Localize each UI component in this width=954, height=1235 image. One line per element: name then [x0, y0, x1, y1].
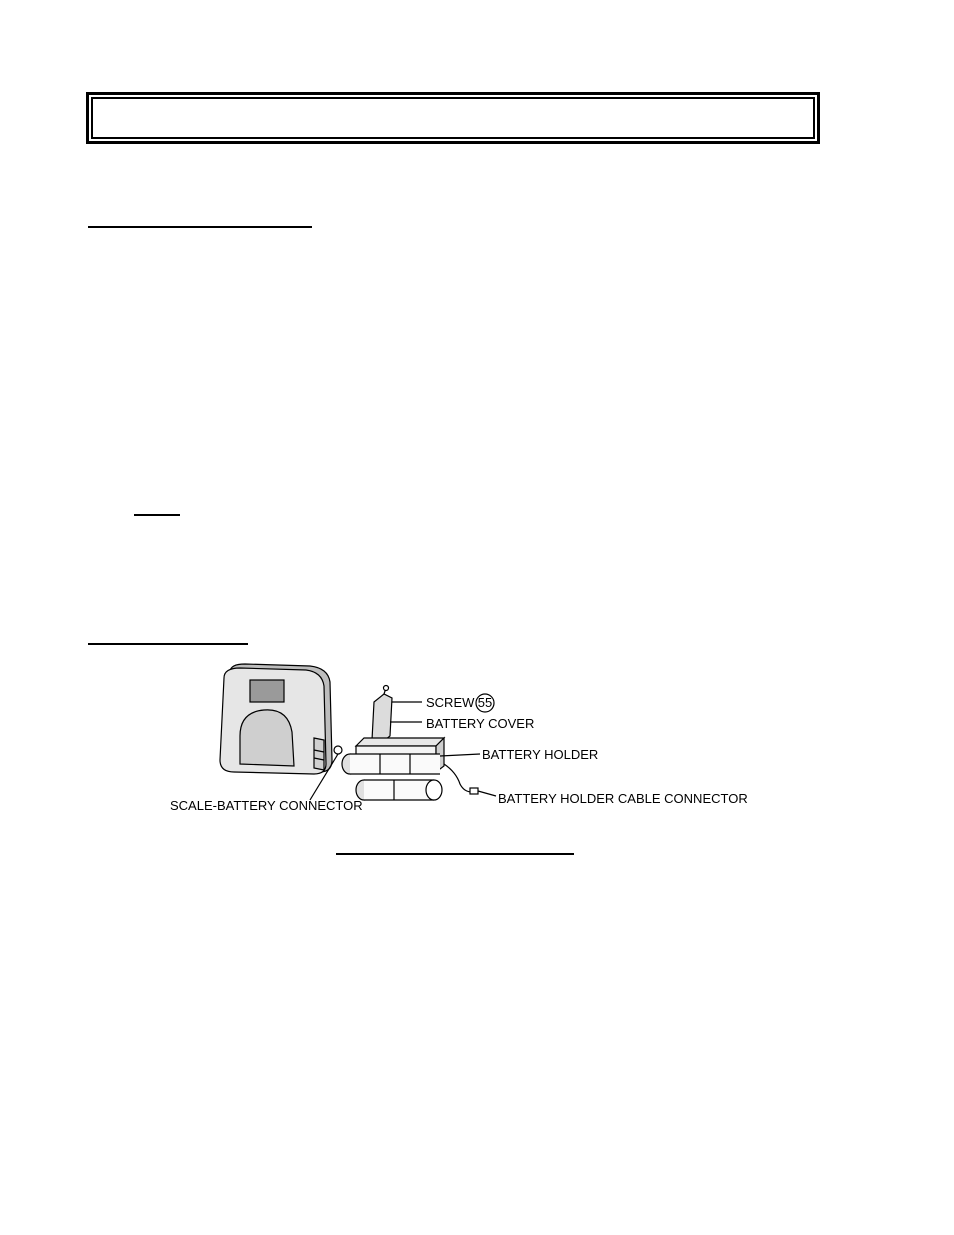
callout-screw-number: 55 [477, 695, 493, 710]
battery-holder-drawing [342, 738, 480, 800]
callout-battery-cover: BATTERY COVER [426, 716, 535, 731]
callout-scale-battery-connector: SCALE-BATTERY CONNECTOR [170, 798, 363, 813]
scale-unit-drawing [220, 664, 332, 774]
section-heading-underline [88, 226, 312, 228]
battery-cover-drawing [372, 686, 422, 745]
callout-screw: SCREW [426, 695, 475, 710]
battery-holder-cable-drawing [444, 764, 496, 796]
callout-battery-holder: BATTERY HOLDER [482, 747, 599, 762]
note-heading-underline [134, 514, 180, 516]
battery-replacement-figure [160, 660, 750, 816]
subsection-heading-underline [88, 643, 248, 645]
callout-battery-holder-cable-connector: BATTERY HOLDER CABLE CONNECTOR [498, 791, 748, 806]
figure-caption-underline [336, 853, 574, 855]
section-header-box [86, 92, 820, 144]
battery-diagram [160, 660, 750, 816]
